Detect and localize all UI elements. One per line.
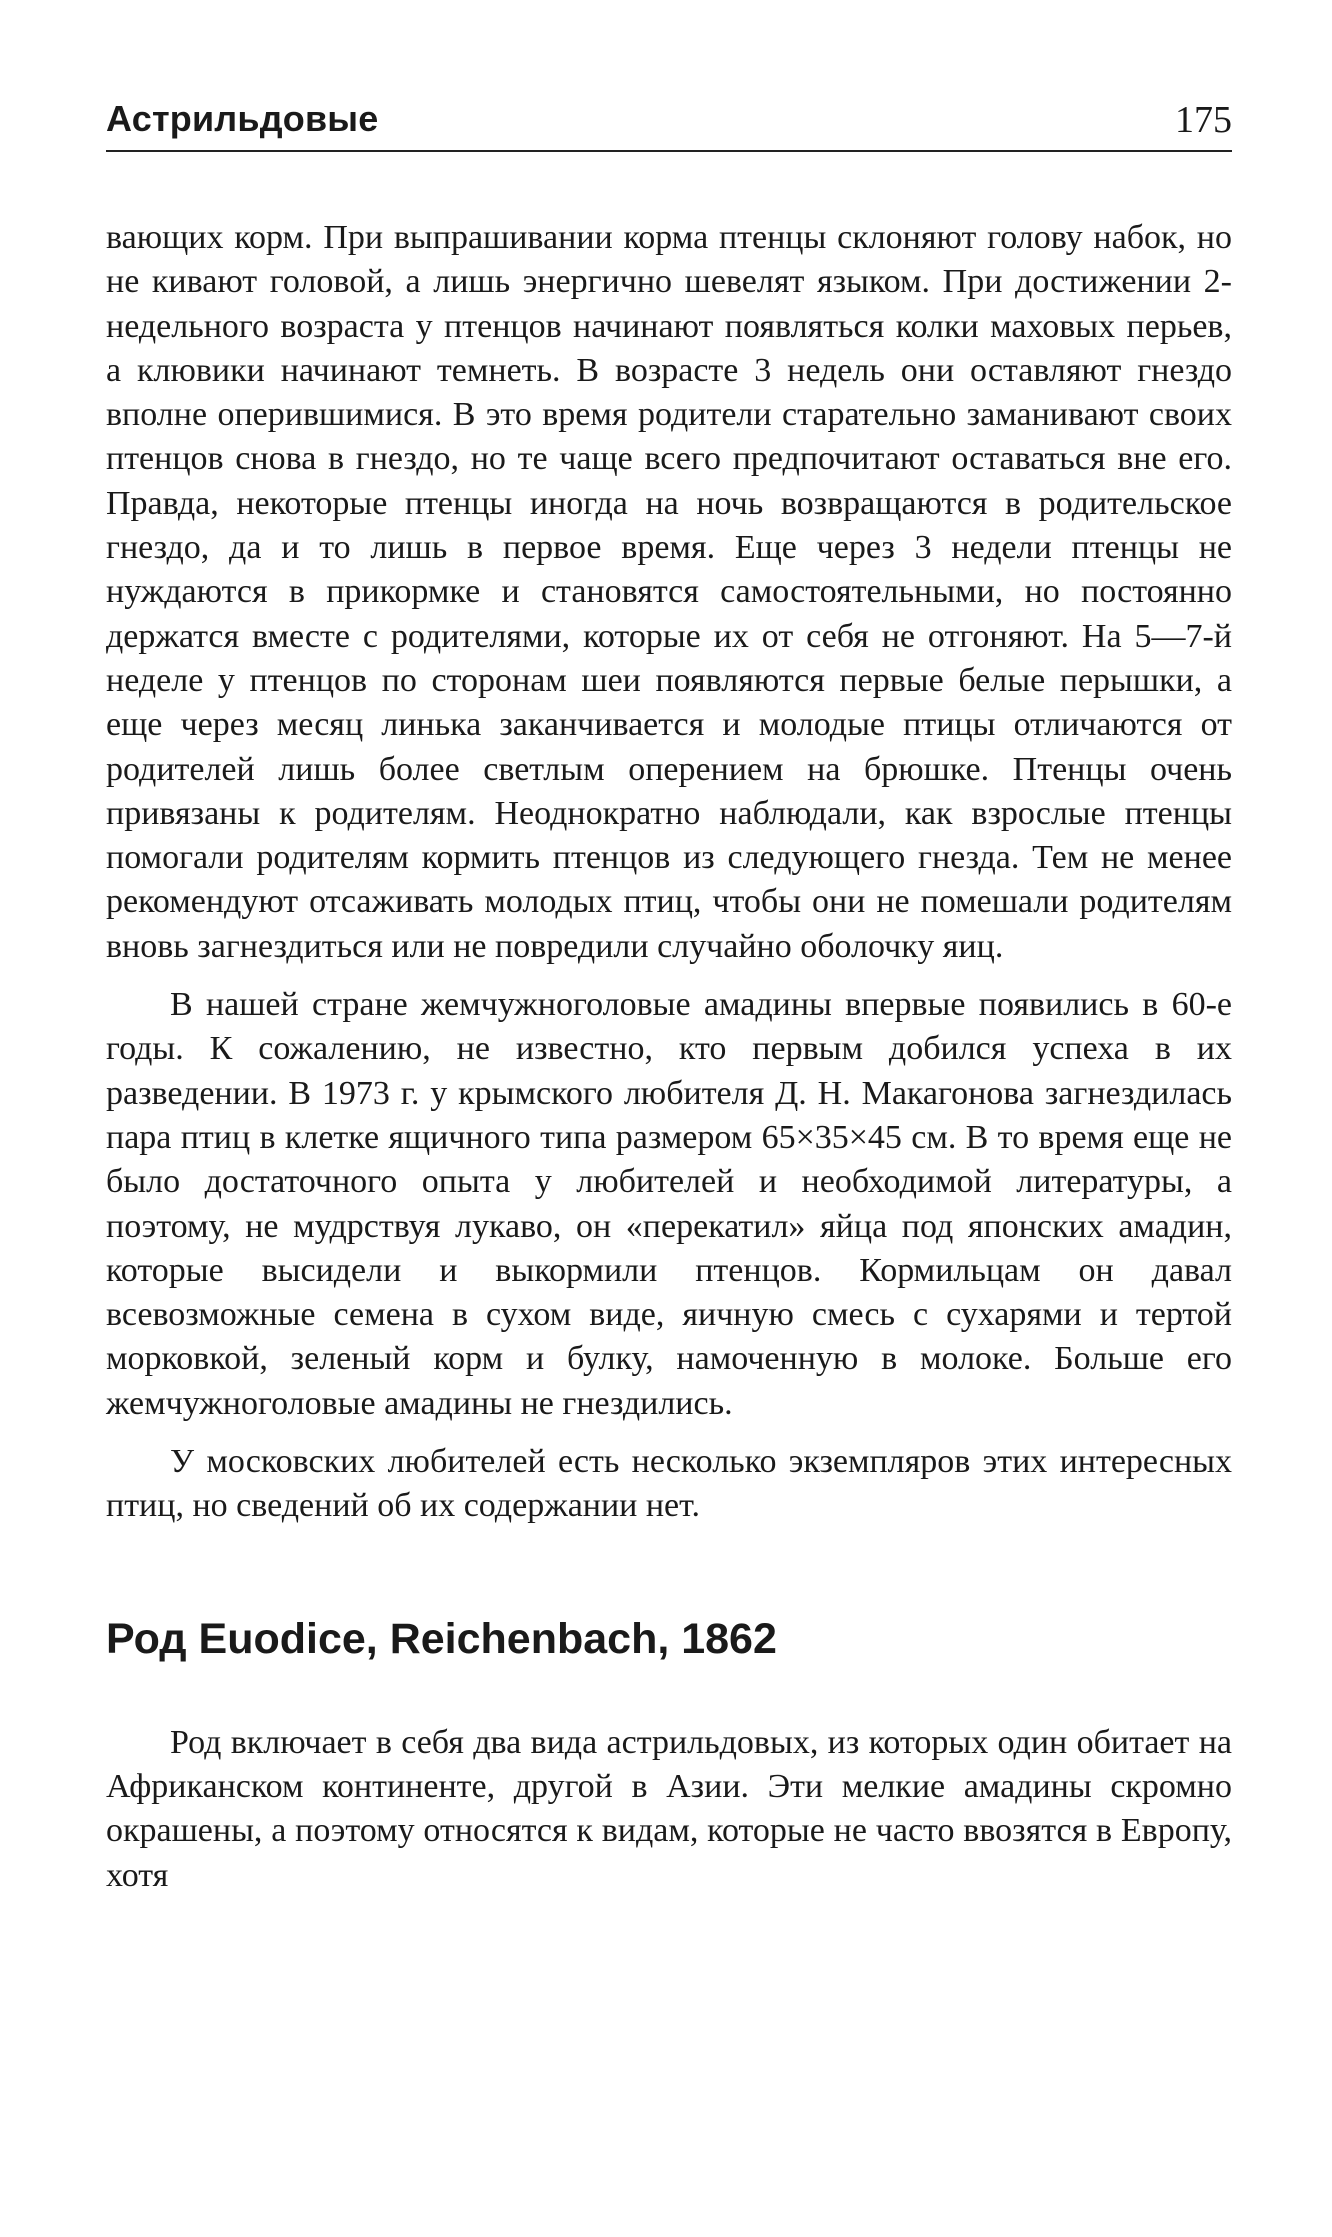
running-title: Астрильдовые bbox=[106, 98, 379, 139]
paragraph: У московских любителей есть несколько экземпляров этих интересных птиц, но сведений об их содержании нет. bbox=[106, 1443, 1232, 1525]
section-paragraph: Род включает в себя два вида астрильдовых, из которых один обитает на Африканском континенте, другой в Азии. Эти мелкие амадины скромно окрашены, а поэтому относятся к видам, которые не часто ввозятся в Европу, хотя bbox=[106, 1723, 1232, 1894]
section-text bbox=[106, 1721, 1232, 1898]
book-page bbox=[106, 96, 1232, 1898]
running-header bbox=[106, 96, 1232, 152]
paragraph-continued: вающих корм. При выпрашивании корма птенцы склоняют голову набок, но не кивают головой, а лишь энергично шевелят языком. При достижении 2-недельного возраста у птенцов начинают появляться колки маховых перьев, а клювики начинают темнеть. В возрасте 3 недель они оставляют гнездо вполне оперившимися. В это время родители старательно заманивают своих птенцов снова в гнездо, но те чаще всего предпочитают оставаться вне его. Правда, некоторые птенцы иногда на ночь возвращаются в родительское гнездо, да и то лишь в первое время. Еще через 3 недели птенцы не нуждаются в прикормке и становятся самостоятельными, но постоянно держатся вместе с родителями, которые их от себя не отгоняют. На 5—7-й неделе у птенцов по сторонам шеи появляются первые белые перышки, а еще через месяц линька заканчивается и молодые птицы отличаются от родителей лишь более светлым оперением на брюшке. Птенцы очень привязаны к родителям. Неоднократно наблюдали, как взрослые птенцы помогали родителям кормить птенцов из следующего гнезда. Тем не менее рекомендуют отсаживать молодых птиц, чтобы они не помешали родителям вновь загнездиться или не повредили случайно оболочку яиц. bbox=[106, 219, 1232, 965]
page-number: 175 bbox=[1175, 99, 1232, 141]
paragraph: В нашей стране жемчужноголовые амадины впервые появились в 60-е годы. К сожалению, не известно, кто первым добился успеха в их разведении. В 1973 г. у крымского любителя Д. Н. Макагонова загнездилась пара птиц в клетке ящичного типа размером 65×35×45 см. В то время еще не было достаточного опыта у любителей и необходимой литературы, а поэтому, не мудрствуя лукаво, он «перекатил» яйца под японских амадин, которые высидели и выкормили птенцов. Кормильцам он давал всевозможные семена в сухом виде, яичную смесь с сухарями и тертой морковкой, зеленый корм и булку, намоченную в молоке. Больше его жемчужноголовые амадины не гнездились. bbox=[106, 986, 1232, 1422]
main-text bbox=[106, 216, 1232, 1898]
section-heading: Род Euodice, Reichenbach, 1862 bbox=[106, 1614, 777, 1663]
